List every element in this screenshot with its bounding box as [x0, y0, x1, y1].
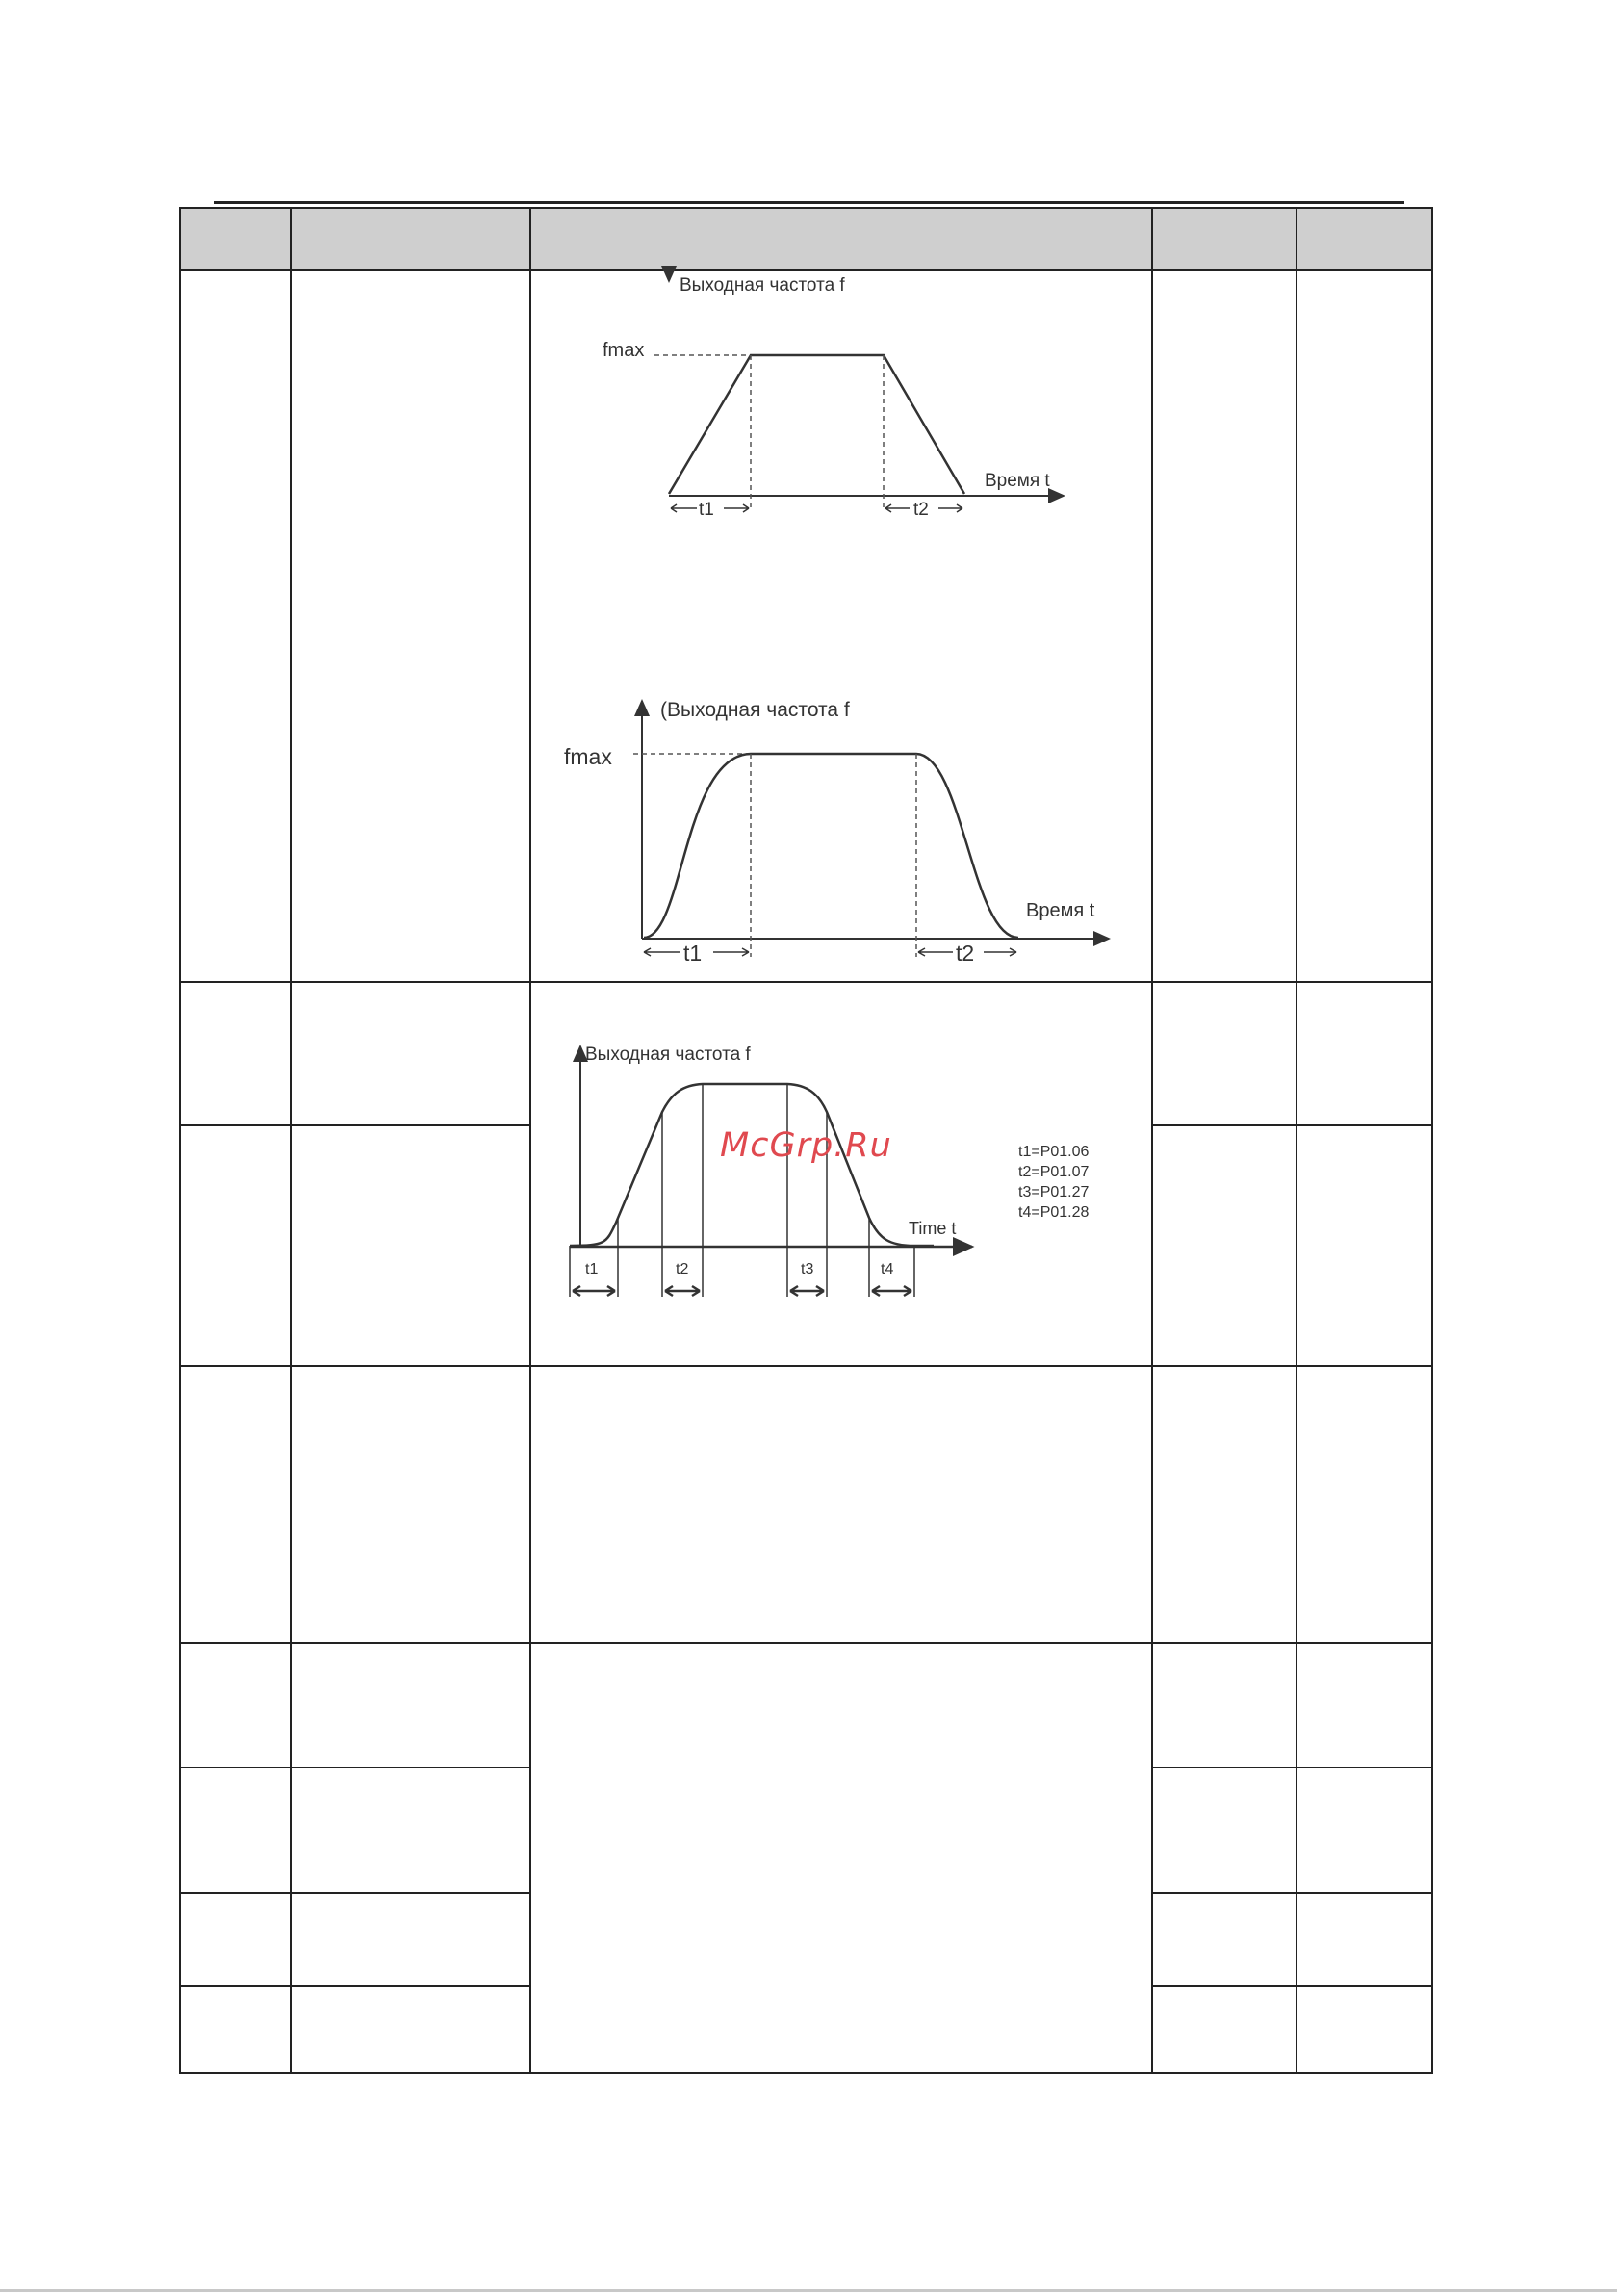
table-border-bottom: [179, 2072, 1433, 2074]
t3-label: t3: [801, 1261, 814, 1277]
frequency-curve: [669, 355, 964, 494]
fmax-label: fmax: [564, 744, 612, 769]
table-row-divider: [1152, 1892, 1433, 1894]
y-axis-label: (Выходная частота f: [660, 699, 850, 721]
t1-label: t1: [699, 500, 714, 520]
fmax-label: fmax: [603, 340, 645, 361]
table-column-divider: [1151, 207, 1153, 2074]
top-rule: [214, 201, 1404, 204]
x-axis-label: Время t: [985, 471, 1050, 491]
table-border-left: [179, 207, 181, 2074]
table-row-divider: [179, 1985, 530, 1987]
scurve-accel-figure: [558, 685, 1116, 974]
legend-item: t2=P01.07: [1018, 1164, 1090, 1180]
x-axis-label: Время t: [1026, 900, 1095, 921]
t4-arrow-icon: [872, 1286, 911, 1296]
t2-label: t2: [676, 1261, 689, 1277]
table-row-divider: [1152, 1767, 1433, 1768]
table-header-row: [180, 208, 1432, 270]
table-border-right: [1431, 207, 1433, 2074]
t1-label: t1: [585, 1261, 599, 1277]
table-row-divider: [179, 1892, 530, 1894]
frequency-curve: [644, 754, 1018, 938]
table-column-divider: [1296, 207, 1297, 2074]
legend-item: t4=P01.28: [1018, 1204, 1090, 1221]
linear-accel-figure: [578, 270, 1116, 549]
table-column-divider: [290, 207, 292, 2074]
segmented-scurve-figure: [549, 1035, 1145, 1314]
table-row-divider: [179, 1365, 1433, 1367]
table-row-divider: [179, 981, 1433, 983]
frequency-curve: [570, 1084, 934, 1246]
table-row-divider: [179, 1642, 1433, 1644]
table-row-divider: [179, 1124, 530, 1126]
t2-label: t2: [956, 941, 975, 966]
table-column-divider: [529, 207, 531, 2074]
t2-arrow-icon: [665, 1286, 700, 1296]
footer-rule: [0, 2289, 1617, 2292]
y-axis-label: Выходная частота f: [585, 1045, 751, 1065]
table-row-divider: [179, 1767, 530, 1768]
t1-arrow-icon: [573, 1286, 615, 1296]
table-row-divider: [1152, 1124, 1433, 1126]
t1-label: t1: [683, 941, 703, 966]
table-border-top: [179, 207, 1433, 209]
t3-arrow-icon: [790, 1286, 824, 1296]
t4-label: t4: [881, 1261, 894, 1277]
y-axis-label: Выходная частота f: [680, 275, 845, 296]
table-row-divider: [1152, 1985, 1433, 1987]
watermark: McGrp.Ru: [720, 1126, 892, 1165]
t2-label: t2: [913, 500, 929, 520]
legend-item: t1=P01.06: [1018, 1144, 1090, 1160]
x-axis-label: Time t: [909, 1219, 957, 1238]
legend-item: t3=P01.27: [1018, 1184, 1090, 1200]
